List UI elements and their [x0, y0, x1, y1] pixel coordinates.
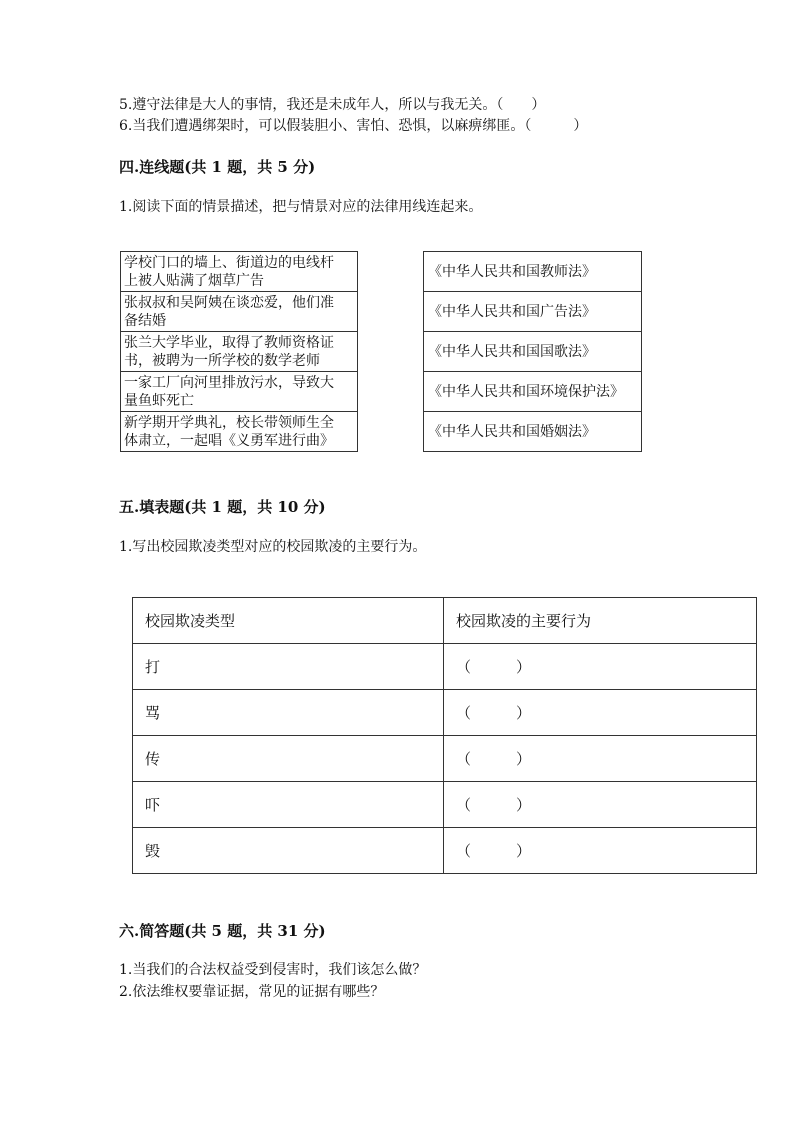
- table-row: [133, 644, 757, 690]
- header-type: 校园欺凌类型: [133, 598, 444, 644]
- judgement-item-6: 6.当我们遭遇绑架时，可以假装胆小、害怕、恐惧，以麻痹绑匪。（ ）: [119, 118, 588, 134]
- bullying-type: 毁: [133, 828, 444, 874]
- table-row: [133, 828, 757, 874]
- law-cell[interactable]: 《中华人民共和国广告法》: [424, 292, 642, 332]
- scenario-table: [120, 251, 358, 452]
- answer-blank[interactable]: （ ）: [444, 828, 757, 874]
- scenario-cell[interactable]: 张叔叔和吴阿姨在谈恋爱，他们准 备结婚: [121, 292, 358, 332]
- law-cell[interactable]: 《中华人民共和国国歌法》: [424, 332, 642, 372]
- bullying-type: 吓: [133, 782, 444, 828]
- section-6-heading: 六.简答题(共 5 题，共 31 分): [119, 922, 326, 940]
- law-cell[interactable]: 《中华人民共和国教师法》: [424, 252, 642, 292]
- table-row: [133, 736, 757, 782]
- bullying-table: [132, 597, 757, 874]
- header-behavior: 校园欺凌的主要行为: [444, 598, 757, 644]
- section-5-heading: 五.填表题(共 1 题，共 10 分): [119, 498, 326, 516]
- short-answer-question-2: 2.依法维权要靠证据，常见的证据有哪些？: [119, 984, 385, 1000]
- table-row: [133, 782, 757, 828]
- answer-blank[interactable]: （ ）: [444, 690, 757, 736]
- short-answer-question-1: 1.当我们的合法权益受到侵害时，我们该怎么做？: [119, 962, 427, 978]
- table-row: [133, 690, 757, 736]
- law-table: [423, 251, 642, 452]
- answer-blank[interactable]: （ ）: [444, 736, 757, 782]
- bullying-type: 传: [133, 736, 444, 782]
- law-cell[interactable]: 《中华人民共和国婚姻法》: [424, 412, 642, 452]
- answer-blank[interactable]: （ ）: [444, 644, 757, 690]
- table-header-row: [133, 598, 757, 644]
- judgement-item-5: 5.遵守法律是大人的事情，我还是未成年人，所以与我无关。（ ）: [119, 97, 546, 113]
- law-cell[interactable]: 《中华人民共和国环境保护法》: [424, 372, 642, 412]
- scenario-cell[interactable]: 张兰大学毕业，取得了教师资格证 书，被聘为一所学校的数学老师: [121, 332, 358, 372]
- bullying-type: 打: [133, 644, 444, 690]
- section-4-heading: 四.连线题(共 1 题，共 5 分): [119, 158, 316, 176]
- scenario-cell[interactable]: 新学期开学典礼，校长带领师生全 体肃立，一起唱《义勇军进行曲》: [121, 412, 358, 452]
- bullying-type: 骂: [133, 690, 444, 736]
- section-4-question: 1.阅读下面的情景描述，把与情景对应的法律用线连起来。: [119, 199, 483, 215]
- section-5-question: 1.写出校园欺凌类型对应的校园欺凌的主要行为。: [119, 539, 427, 555]
- scenario-cell[interactable]: 学校门口的墙上、街道边的电线杆 上被人贴满了烟草广告: [121, 252, 358, 292]
- scenario-cell[interactable]: 一家工厂向河里排放污水，导致大 量鱼虾死亡: [121, 372, 358, 412]
- answer-blank[interactable]: （ ）: [444, 782, 757, 828]
